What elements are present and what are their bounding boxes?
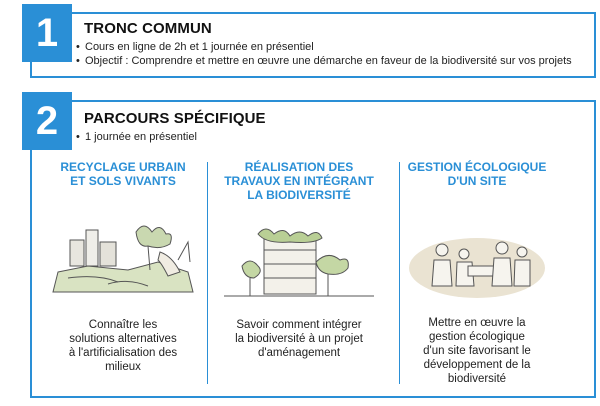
column-ecological-management xyxy=(392,160,562,386)
bullet-item: • Cours en ligne de 2h et 1 journée en présentiel xyxy=(76,40,586,54)
column-title: RÉALISATION DES TRAVAUX EN INTÉGRANT LA BIODIVERSITÉ xyxy=(224,160,374,202)
column-description: Mettre en œuvre la gestion écologique d'un site favorisant le développement de la biodiversité xyxy=(423,317,531,385)
column-title: GESTION ÉCOLOGIQUE D'UN SITE xyxy=(407,160,547,188)
column-works-biodiversity xyxy=(214,160,384,386)
column-title: RECYCLAGE URBAIN ET SOLS VIVANTS xyxy=(60,160,186,188)
green-building-illustration xyxy=(224,222,374,302)
section-1-title: TRONC COMMUN xyxy=(84,20,212,37)
section-2-number: 2 xyxy=(22,92,72,150)
section-2-bullets xyxy=(76,130,586,144)
section-2-title: PARCOURS SPÉCIFIQUE xyxy=(84,110,266,127)
column-description: Savoir comment intégrer la biodiversité à un projet d'aménagement xyxy=(235,319,363,359)
bullet-item: • Objectif : Comprendre et mettre en œuvre une démarche en faveur de la biodiversité sur vos projets xyxy=(76,54,586,68)
column-description: Connaître les solutions alternatives à l'artificialisation des milieux xyxy=(68,319,178,373)
column-urban-recycling xyxy=(38,160,208,386)
section-1-bullets xyxy=(76,40,586,68)
section-1-number: 1 xyxy=(22,4,72,62)
team-meeting-illustration xyxy=(402,230,552,300)
bullet-item: • 1 journée en présentiel xyxy=(76,130,586,144)
urban-recycling-illustration xyxy=(48,212,198,298)
